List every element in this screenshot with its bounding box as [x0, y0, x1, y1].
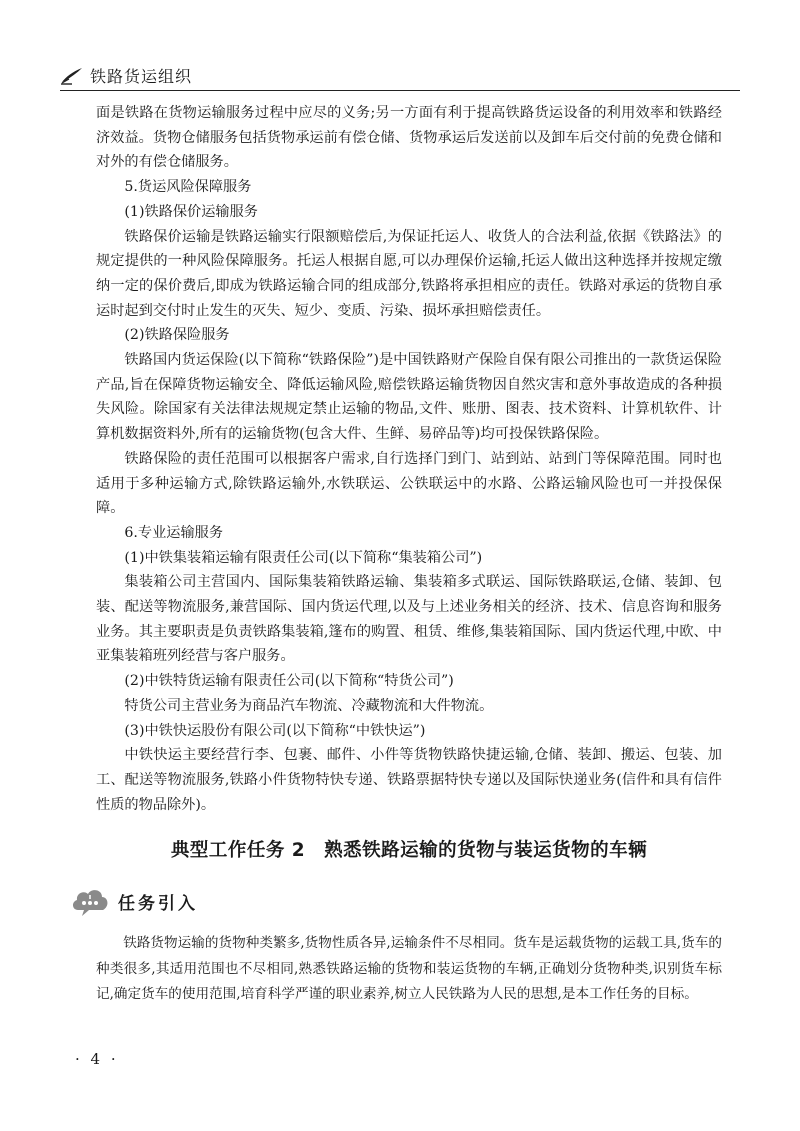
header-rule: [60, 90, 740, 91]
running-header: [60, 62, 192, 88]
heading-item: 5.货运风险保障服务: [124, 179, 252, 196]
heading-item: (1)铁路保价运输服务: [124, 203, 258, 220]
running-title: 铁路货运组织: [90, 66, 193, 86]
heading-item: (3)中铁快运股份有限公司(以下简称“中铁快运”): [124, 722, 426, 739]
page-content: [96, 101, 722, 1008]
section-title: 典型工作任务 2 熟悉铁路运输的货物与装运货物的车辆: [170, 840, 648, 862]
paragraph: 面是铁路在货物运输服务过程中应尽的义务;另一方面有利于提高铁路货运设备的利用效率和铁路经济效益。货物仓储服务包括货物承运前有偿仓储、货物承运后发送前以及卸车后交付前的免费仓储和对外的有偿仓储服务。: [96, 105, 722, 171]
intro-paragraph: 铁路货物运输的货物种类繁多,货物性质各异,运输条件不尽相同。货车是运载货物的运载工具,货车的种类很多,其适用范围也不尽相同,熟悉铁路运输的货物和装运货物的车辆,正确划分货物种类,识别货车标记,确定货车的使用范围,培育科学严谨的职业素养,树立人民铁路为人民的思想,是本工作任务的目标。: [96, 935, 722, 1003]
paragraph: 铁路保价运输是铁路运输实行限额赔偿后,为保证托运人、收货人的合法利益,依据《铁路法》的规定提供的一种风险保障服务。托运人根据自愿,可以办理保价运输,托运人做出这种选择并按规定缴纳一定的保价费后,即成为铁路运输合同的组成部分,铁路将承担相应的责任。铁路对承运的货物自承运时起到交付时止发生的灭失、短少、变质、污染、损坏承担赔偿责任。: [96, 228, 722, 319]
intro-header: [70, 881, 722, 921]
paragraph: 集装箱公司主营国内、国际集装箱铁路运输、集装箱多式联运、国际铁路联运,仓储、装卸、包装、配送等物流服务,兼营国际、国内货运代理,以及与上述业务相关的经济、技术、信息咨询和服务业务。其主要职责是负责铁路集装箱,篷布的购置、租赁、维修,集装箱国际、国内货运代理,中欧、中亚集装箱班列经营与客户服务。: [96, 574, 722, 665]
heading-item: (1)中铁集装箱运输有限责任公司(以下简称“集装箱公司”): [124, 549, 483, 566]
heading-item: (2)中铁特货运输有限责任公司(以下简称“特货公司”): [124, 673, 454, 690]
cloud-speech-icon: [70, 884, 110, 918]
paragraph: 铁路保险的责任范围可以根据客户需求,自行选择门到门、站到站、站到门等保障范围。同时也适用于多种运输方式,除铁路运输外,水铁联运、公铁联运中的水路、公路运输风险也可一并投保保障。: [96, 450, 722, 517]
quill-pen-icon: [60, 65, 84, 85]
heading-item: (2)铁路保险服务: [124, 327, 230, 344]
heading-item: 6.专业运输服务: [124, 524, 224, 541]
paragraph: 中铁快运主要经营行李、包裹、邮件、小件等货物铁路快捷运输,仓储、装卸、搬运、包装、加工、配送等物流服务,铁路小件货物特快专递、铁路票据特快专递以及国际快递业务(信件和具有信件性质的物品除外)。: [96, 747, 722, 813]
paragraph: 特货公司主营业务为商品汽车物流、冷藏物流和大件物流。: [124, 697, 494, 714]
paragraph: 铁路国内货运保险(以下简称“铁路保险”)是中国铁路财产保险自保有限公司推出的一款货运保险产品,旨在保障货物运输安全、降低运输风险,赔偿铁路运输货物因自然灾害和意外事故造成的各种损失风险。除国家有关法律法规规定禁止运输的物品,文件、账册、图表、技术资料、计算机软件、计算机数据资料外,所有的运输货物(包含大件、生鲜、易碎品等)均可投保铁路保险。: [96, 352, 722, 443]
page-number: · 4 ·: [75, 1050, 119, 1068]
intro-label: 任务引入: [118, 893, 198, 914]
